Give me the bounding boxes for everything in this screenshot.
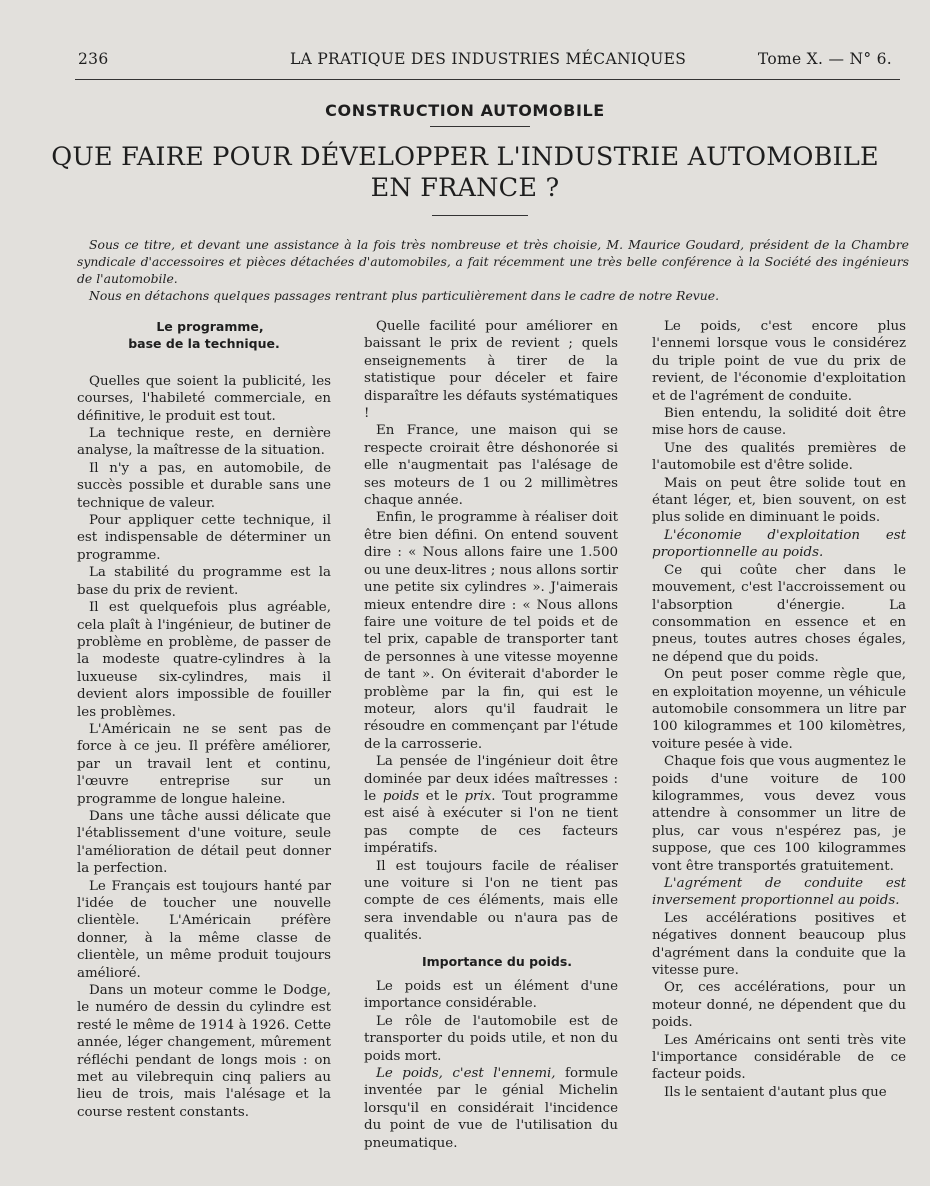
text-run: et le [419, 788, 465, 804]
paragraph [364, 1065, 618, 1152]
section-divider [430, 126, 530, 127]
text-column-3 [652, 318, 906, 1101]
intro-paragraph: Sous ce titre, et devant une assistance à la fois très nombreuse et très choisie, M. Maurice Goudard, président de la Chambre syndicale d'accessoires et pièces détachées d'automobiles, a fait récemment une très belle conférence à la Société des ingénieurs de l'automobile. [77, 237, 909, 286]
header-rule [75, 79, 900, 80]
paragraph: Une des qualités premières de l'automobile est d'être solide. [652, 440, 906, 474]
section-heading: CONSTRUCTION AUTOMOBILE [325, 101, 605, 120]
paragraph: Mais on peut être solide tout en étant léger, et, bien souvent, on est plus solide en diminuant le poids. [652, 475, 906, 526]
paragraph: En France, une maison qui se respecte croirait être déshonorée si elle n'augmentait pas l'alésage de ses moteurs de 1 ou 2 millimètres chaque année. [364, 423, 618, 509]
journal-title: LA PRATIQUE DES INDUSTRIES MÉCANIQUES [290, 50, 687, 68]
emphasis-poids: poids [382, 788, 420, 804]
italic-paragraph: L'économie d'exploitation est proportionnelle au poids. [652, 527, 906, 561]
text-run: La pensée de l'ingénieur doit être dominée par deux idées maîtresses : le [364, 754, 618, 804]
subheading-line: base de la technique. [128, 336, 280, 352]
spacer [77, 353, 331, 373]
paragraph: Dans une tâche aussi délicate que l'établissement d'une voiture, seule l'amélioration de détail peut donner la perfection. [77, 808, 331, 877]
paragraph: Chaque fois que vous augmentez le poids d'une voiture de 100 kilogrammes, vous devez vous attendre à consommer un litre de plus, car vous n'espérez pas, je suppose, que ces 100 kilogrammes vont être transportés gratuitement. [652, 754, 906, 874]
paragraph: Bien entendu, la solidité doit être mise hors de cause. [652, 406, 906, 439]
paragraph: La stabilité du programme est la base du prix de revient. [77, 565, 331, 598]
paragraph: Il est quelquefois plus agréable, cela plaît à l'ingénieur, de butiner de problème en problème, de passer de la modeste quatre-cylindres à la luxueuse six-cylindres, mais il devient alors impossible de fouiller les problèmes. [77, 600, 331, 720]
paragraph: Le poids est un élément d'une importance considérable. [364, 979, 618, 1012]
article-title [0, 142, 930, 204]
paragraph: Il est toujours facile de réaliser une voiture si l'on ne tient pas compte de ces éléments, mais elle sera invendable ou n'aura pas de qualités. [364, 858, 618, 944]
intro-paragraph: Nous en détachons quelques passages rentrant plus particulièrement dans le cadre de notre Revue. [89, 288, 720, 303]
paragraph: Le Français est toujours hanté par l'idée de toucher une nouvelle clientèle. L'Américain préfère donner, à la même classe de clientèle, un même produit toujours amélioré. [77, 878, 331, 981]
title-divider [432, 215, 528, 216]
paragraph [364, 753, 618, 857]
paragraph: L'Américain ne se sent pas de force à ce jeu. Il préfère améliorer, par un travail lent et continu, l'œuvre entreprise sur un programme de longue haleine. [77, 721, 331, 807]
text-run: formule inventée par le génial Michelin lorsqu'il en considérait l'incidence du point de vue de l'utilisation du pneumatique. [364, 1066, 618, 1151]
running-header [75, 50, 896, 76]
text-run: . Tout programme est aisé à exécuter si l'on ne tient pas compte de ces facteurs impératifs. [364, 788, 619, 857]
paragraph: Quelles que soient la publicité, les courses, l'habileté commerciale, en définitive, le produit est tout. [77, 373, 331, 424]
paragraph: Enfin, le programme à réaliser doit être bien défini. On entend souvent dire : « Nous allons faire une 1.500 ou une deux-litres ; nous allons sortir une petite six cylindres ». J'aimerais mieux entendre dire : « Nous allons faire une voiture de tel poids et de tel prix, capable de transporter tant de personnes à une vitesse moyenne de tant ». On éviterait d'aborder le problème par la fin, qui est le moteur, alors qu'il faudrait le résoudre en commençant par l'étude de la carrosserie. [364, 510, 618, 752]
paragraph: Il n'y a pas, en automobile, de succès possible et durable sans une technique de valeur. [77, 460, 331, 511]
paragraph: Les accélérations positives et négatives donnent beaucoup plus d'agrément dans la conduite que la vitesse pure. [652, 910, 906, 979]
subheading-programme [77, 318, 331, 353]
paragraph: Le rôle de l'automobile est de transporter du poids utile, et non du poids mort. [364, 1013, 618, 1064]
subheading-importance-poids: Importance du poids. [421, 953, 573, 969]
article-title-line-1: QUE FAIRE POUR DÉVELOPPER L'INDUSTRIE AUTOMOBILE [51, 142, 879, 172]
spacer [364, 945, 618, 953]
article-intro [77, 236, 909, 304]
article-title-line-2: EN FRANCE ? [370, 173, 560, 203]
paragraph: Le poids, c'est encore plus l'ennemi lorsque vous le considérez du triple point de vue du prix de revient, de l'économie d'exploitation et de l'agrément de conduite. [652, 319, 906, 404]
paragraph: On peut poser comme règle que, en exploitation moyenne, un véhicule automobile consommera un litre par 100 kilogrammes et 100 kilomètres, voiture pesée à vide. [652, 667, 906, 752]
paragraph: Ils le sentaient d'autant plus que [664, 1084, 887, 1100]
text-column-2 [364, 318, 618, 1152]
paragraph: Or, ces accélérations, pour un moteur donné, ne dépendent que du poids. [652, 980, 906, 1031]
text-column-1 [77, 318, 331, 1121]
spacer [364, 970, 618, 978]
emphasis-ennemi: Le poids, c'est l'ennemi, [376, 1066, 556, 1082]
paragraph: Quelle facilité pour améliorer en baissant le prix de revient ; quels enseignements à tirer de la statistique pour déceler et faire disparaître les défauts systématiques ! [364, 319, 618, 422]
page-number: 236 [78, 50, 109, 68]
paragraph: Pour appliquer cette technique, il est indispensable de déterminer un programme. [77, 513, 331, 563]
paragraph: Dans un moteur comme le Dodge, le numéro de dessin du cylindre est resté le même de 1914 à 1926. Cette année, léger changement, mûrement réfléchi pendant de longs mois : on met au vilebrequin cinq paliers au lieu de trois, mais l'alésage et la course restent constants. [77, 983, 331, 1120]
paragraph: La technique reste, en dernière analyse, la maîtresse de la situation. [77, 426, 331, 459]
paragraph: Ce qui coûte cher dans le mouvement, c'est l'accroissement ou l'absorption d'énergie. La consommation en essence et en pneus, toutes autres choses égales, ne dépend que du poids. [652, 562, 906, 665]
emphasis-prix: prix [464, 788, 492, 804]
italic-paragraph: L'agrément de conduite est inversement proportionnel au poids. [652, 876, 906, 909]
subheading-line: Le programme, [156, 319, 264, 334]
paragraph: Les Américains ont senti très vite l'importance considérable de ce facteur poids. [652, 1032, 906, 1083]
tome-number: Tome X. — N° 6. [757, 50, 892, 68]
